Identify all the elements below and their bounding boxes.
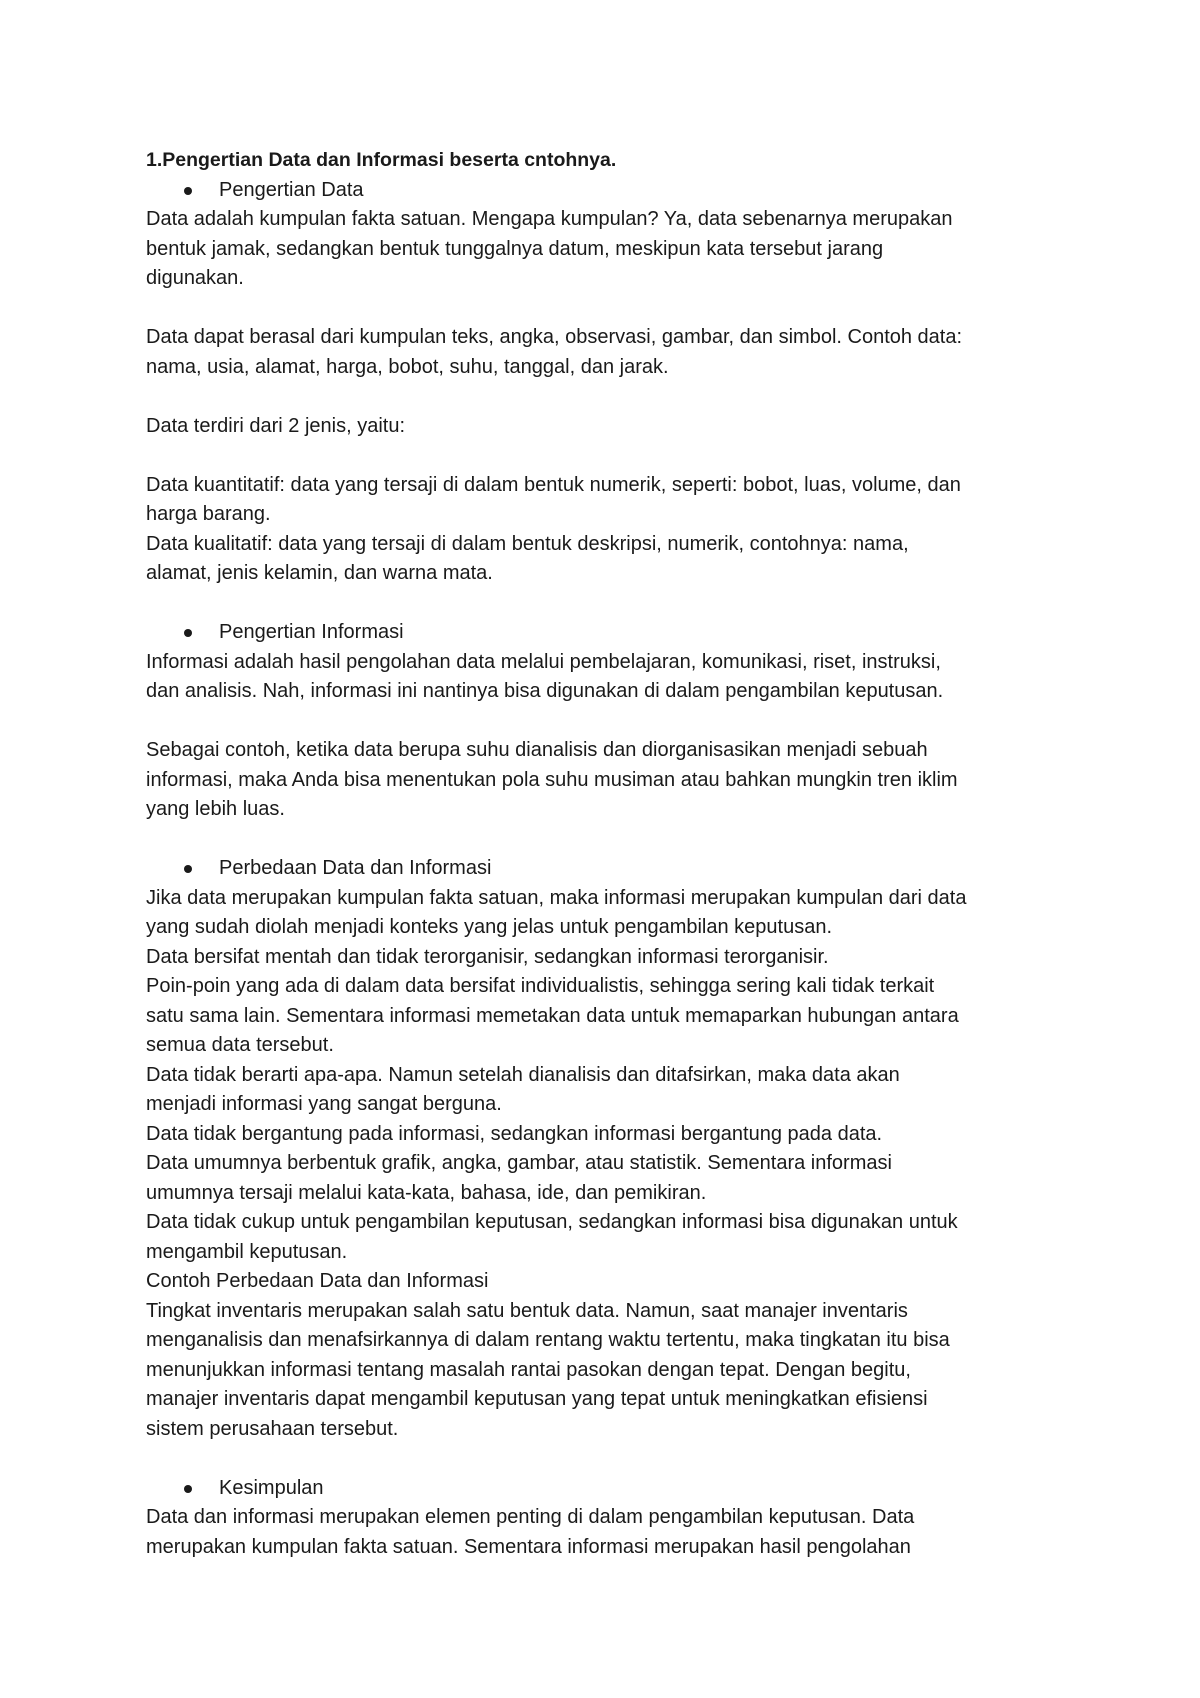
paragraph-line: satu sama lain. Sementara informasi memetakan data untuk memaparkan hubungan antara <box>146 1004 959 1027</box>
paragraph-line: mengambil keputusan. <box>146 1240 348 1263</box>
paragraph-line: Data dapat berasal dari kumpulan teks, angka, observasi, gambar, dan simbol. Contoh data: <box>146 326 963 348</box>
document-page <box>146 146 1076 1562</box>
paragraph-line: semua data tersebut. <box>146 1034 334 1056</box>
blank-line <box>146 707 1076 737</box>
bullet-dot-icon <box>184 865 192 873</box>
paragraph-line: alamat, jenis kelamin, dan warna mata. <box>146 562 493 584</box>
blank-line <box>146 382 1076 412</box>
paragraph-line: Data tidak bergantung pada informasi, sedangkan informasi bergantung pada data. <box>146 1122 883 1145</box>
paragraph-line: dan analisis. Nah, informasi ini nantinya bisa digunakan di dalam pengambilan keputusan. <box>146 680 944 702</box>
bullet-text: Kesimpulan <box>219 1476 324 1499</box>
bullet-dot-icon <box>184 629 192 637</box>
paragraph-line: digunakan. <box>146 267 244 289</box>
paragraph-line: bentuk jamak, sedangkan bentuk tunggalnya datum, meskipun kata tersebut jarang <box>146 237 884 260</box>
document-body <box>146 176 1076 1563</box>
paragraph-line: umumnya tersaji melalui kata-kata, bahasa, ide, dan pemikiran. <box>146 1181 707 1204</box>
bullet-text: Pengertian Informasi <box>219 621 404 643</box>
blank-line <box>146 1444 1076 1474</box>
paragraph-line: manajer inventaris dapat mengambil keputusan yang tepat untuk meningkatkan efisiensi <box>146 1388 928 1410</box>
paragraph-line: Data tidak cukup untuk pengambilan keputusan, sedangkan informasi bisa digunakan untuk <box>146 1211 958 1233</box>
bullet-item <box>146 176 1076 206</box>
paragraph-line: Data umumnya berbentuk grafik, angka, gambar, atau statistik. Sementara informasi <box>146 1152 892 1174</box>
paragraph-line: yang lebih luas. <box>146 798 285 820</box>
bullet-item <box>146 1474 1076 1504</box>
bullet-text: Pengertian Data <box>219 178 364 201</box>
blank-line <box>146 825 1076 855</box>
paragraph-line: Informasi adalah hasil pengolahan data melalui pembelajaran, komunikasi, riset, instruksi, <box>146 650 941 673</box>
paragraph-line: Poin-poin yang ada di dalam data bersifat individualistis, sehingga sering kali tidak terkait <box>146 975 935 997</box>
paragraph-line: sistem perusahaan tersebut. <box>146 1417 399 1440</box>
blank-line <box>146 589 1076 619</box>
paragraph-line: nama, usia, alamat, harga, bobot, suhu, tanggal, dan jarak. <box>146 355 669 378</box>
paragraph-line: Jika data merupakan kumpulan fakta satuan, maka informasi merupakan kumpulan dari data <box>146 886 967 909</box>
bullet-item <box>146 618 1076 648</box>
blank-line <box>146 294 1076 324</box>
bullet-dot-icon <box>184 187 192 195</box>
paragraph-line: Data tidak berarti apa-apa. Namun setelah dianalisis dan ditafsirkan, maka data akan <box>146 1063 900 1086</box>
paragraph-line: merupakan kumpulan fakta satuan. Sementara informasi merupakan hasil pengolahan <box>146 1535 911 1558</box>
document-heading: 1.Pengertian Data dan Informasi beserta cntohnya. <box>146 149 617 171</box>
paragraph-line: Data kualitatif: data yang tersaji di dalam bentuk deskripsi, numerik, contohnya: nama, <box>146 532 909 555</box>
bullet-item <box>146 854 1076 884</box>
paragraph-line: yang sudah diolah menjadi konteks yang jelas untuk pengambilan keputusan. <box>146 916 833 938</box>
paragraph-line: Data bersifat mentah dan tidak terorganisir, sedangkan informasi terorganisir. <box>146 945 829 968</box>
paragraph-line: Sebagai contoh, ketika data berupa suhu dianalisis dan diorganisasikan menjadi sebuah <box>146 739 928 761</box>
paragraph-line: Data kuantitatif: data yang tersaji di dalam bentuk numerik, seperti: bobot, luas, volume, dan <box>146 473 961 496</box>
paragraph-line: harga barang. <box>146 503 271 525</box>
paragraph-line: menganalisis dan menafsirkannya di dalam rentang waktu tertentu, maka tingkatan itu bisa <box>146 1329 950 1351</box>
blank-line <box>146 441 1076 471</box>
bullet-text: Perbedaan Data dan Informasi <box>219 857 492 879</box>
paragraph-line: Data terdiri dari 2 jenis, yaitu: <box>146 414 406 437</box>
paragraph-line: Data dan informasi merupakan elemen penting di dalam pengambilan keputusan. Data <box>146 1506 915 1528</box>
paragraph-line: Tingkat inventaris merupakan salah satu bentuk data. Namun, saat manajer inventaris <box>146 1299 908 1322</box>
bullet-dot-icon <box>184 1485 192 1493</box>
paragraph-line: menunjukkan informasi tentang masalah rantai pasokan dengan tepat. Dengan begitu, <box>146 1358 911 1381</box>
paragraph-line: Data adalah kumpulan fakta satuan. Mengapa kumpulan? Ya, data sebenarnya merupakan <box>146 208 953 230</box>
paragraph-line: Contoh Perbedaan Data dan Informasi <box>146 1270 489 1292</box>
paragraph-line: informasi, maka Anda bisa menentukan pola suhu musiman atau bahkan mungkin tren iklim <box>146 768 958 791</box>
paragraph-line: menjadi informasi yang sangat berguna. <box>146 1093 502 1115</box>
